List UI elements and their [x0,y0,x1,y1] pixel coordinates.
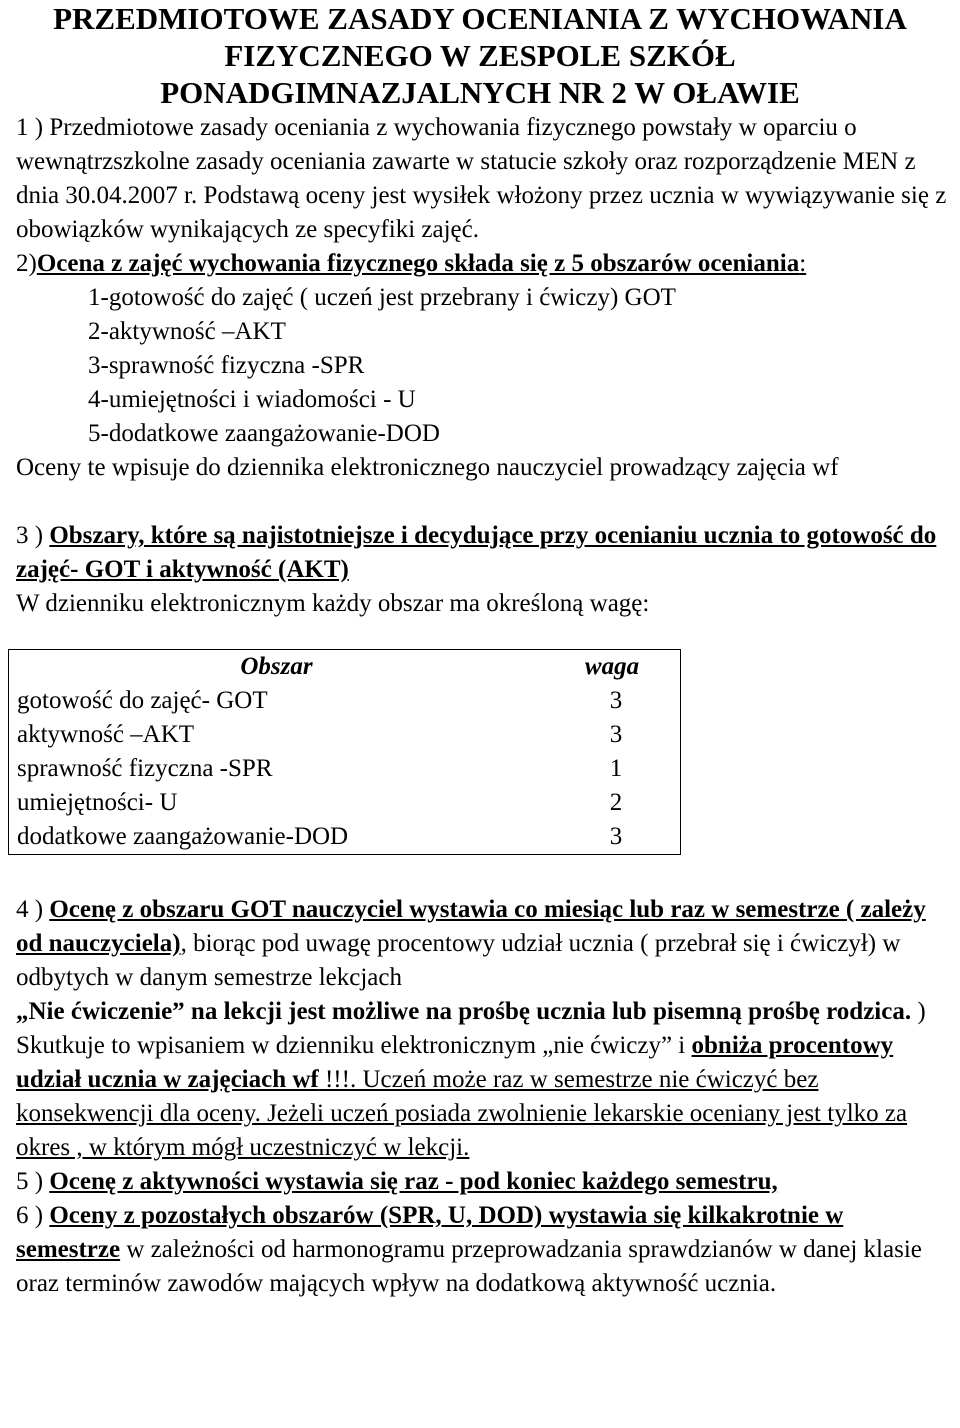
table-cell-weight: 2 [609,789,623,816]
section-3-heading [0,519,960,587]
section-2-colon: : [799,250,807,277]
section-2-note: Oceny te wpisuje do dziennika elektronicznego nauczyciel prowadzący zajęcia wf [16,454,839,481]
title-line-3: PONADGIMNAZJALNYCH NR 2 W OŁAWIE [160,75,800,110]
table-row [9,718,681,752]
table-cell-weight: 1 [609,755,623,782]
title-line-1: PRZEDMIOTOWE ZASADY OCENIANIA Z WYCHOWANIA [53,1,907,36]
table-cell-area: gotowość do zajęć- GOT [17,687,268,714]
table-row [9,752,681,786]
table-cell-weight: 3 [609,823,623,850]
table-row [9,684,681,718]
section-4-title: Ocenę z obszaru GOT nauczyciel wystawia co miesiąc lub raz w semestrze ( zależy od nauczyciela) [16,896,926,957]
table-cell-area: aktywność –AKT [17,721,195,748]
table-cell-weight: 3 [609,721,623,748]
section-4-underlined-text: !!!. Uczeń może raz w semestrze nie ćwiczyć bez konsekwencji dla oceny. Jeżeli uczeń posiada zwolnienie lekarskie oceniany jest tylko za okres , w którym mógł uczestniczyć w lekcji. [16,1066,908,1161]
section-1: 1 ) Przedmiotowe zasady oceniania z wychowania fizycznego powstały w oparciu o wewnątrzszkolne zasady oceniania zawarte w statucie szkoły oraz rozporządzenie MEN z dnia 30.04.2007 r. Podstawą oceny jest wysiłek włożony przez ucznia w wywiązywanie się z obowiązków wynikających ze specyfiki zajęć. [16,114,947,243]
section-4-bold-note [0,995,960,1029]
section-4-text-2: Skutkuje to wpisaniem w dzienniku elektronicznym „nie ćwiczy” i [16,1032,692,1059]
section-4-text: , biorąc pod uwagę procentowy udział ucznia ( przebrał się i ćwiczył) w odbytych w danym semestrze lekcjach [16,930,901,991]
spacer [0,855,960,893]
section-2-number: 2) [16,250,37,277]
section-2-item: 2-aktywność –AKT [88,318,286,345]
section-6-text: w zależności od harmonogramu przeprowadzania sprawdzianów w danej klasie oraz terminów zawodów mających wpływ na dodatkową aktywność ucznia. [16,1236,922,1297]
section-6-number: 6 ) [16,1202,50,1229]
section-4 [0,893,960,995]
section-4-emphasis: obniża procentowy udział ucznia w zajęciach wf [16,1032,894,1093]
section-5 [0,1165,960,1199]
table-row [9,786,681,820]
table-cell-area: umiejętności- U [17,789,178,816]
section-3-text: W dzienniku elektronicznym każdy obszar ma określoną wagę: [16,590,650,617]
section-2-heading [0,247,960,281]
section-5-title: Ocenę z aktywności wystawia się raz - pod koniec każdego semestru, [49,1168,778,1195]
section-2-item: 5-dodatkowe zaangażowanie-DOD [88,420,440,447]
section-4-number: 4 ) [16,896,50,923]
table-header-row [9,650,681,685]
document-title [0,0,960,111]
title-line-2: FIZYCZNEGO W ZESPOLE SZKÓŁ [224,38,736,73]
section-5-number: 5 ) [16,1168,50,1195]
table-cell-area: dodatkowe zaangażowanie-DOD [17,823,349,850]
section-2-title: Ocena z zajęć wychowania fizycznego składa się z 5 obszarów oceniania [36,250,800,277]
table-cell-weight: 3 [609,687,623,714]
section-4-bold-tail: ) [911,998,926,1025]
section-2-item: 1-gotowość do zajęć ( uczeń jest przebrany i ćwiczy) GOT [88,284,676,311]
spacer [0,485,960,519]
table-header-area: Obszar [240,653,313,680]
weights-table [8,649,681,855]
section-3-title: Obszary, które są najistotniejsze i decydujące przy ocenianiu ucznia to gotowość do zajęć- GOT i aktywność (AKT) [16,522,937,583]
table-cell-area: sprawność fizyczna -SPR [17,755,273,782]
table-header-weight: waga [584,653,640,680]
section-4-consequence [0,1029,960,1165]
section-3-number: 3 ) [16,522,50,549]
section-6-title: Oceny z pozostałych obszarów (SPR, U, DOD) wystawia się kilkakrotnie w semestrze [16,1202,844,1263]
table-row [9,820,681,855]
section-6 [0,1199,960,1301]
section-2-item: 3-sprawność fizyczna -SPR [88,352,365,379]
section-2-item: 4-umiejętności i wiadomości - U [88,386,416,413]
section-4-bold-text: „Nie ćwiczenie” na lekcji jest możliwe na prośbę ucznia lub pisemną prośbę rodzica. [16,998,912,1025]
